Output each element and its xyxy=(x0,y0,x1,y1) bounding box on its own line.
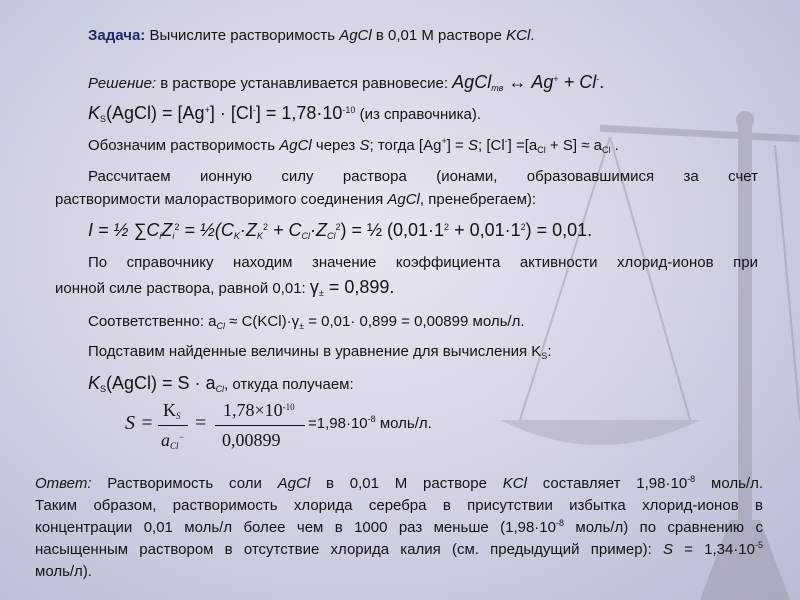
solution-label: Решение: xyxy=(88,75,157,92)
ionic-line-1: Рассчитаем ионную силу раствора (ионами, образовавшимися за счет xyxy=(88,168,758,185)
task-line: Задача: Вычислите растворимость AgCl в 0,01 М растворе KCl. xyxy=(88,27,535,44)
solution-line: Решение: в растворе устанавливается равновесие: AgCl$_{тв}$ ↔ Ag+ + Cl-. xyxy=(88,72,605,93)
answer-line-3: концентрации 0,01 моль/л более чем в 1000 раз меньше ($1,98\cdot 10^{-8}$ моль/л) по сравнению с xyxy=(35,518,763,536)
answer-line-4: насыщенным раствором в отсутствие хлорида калия (см. предыдущий пример): $S = 1,34\cdot 10^{-5}$ xyxy=(35,540,764,558)
ionic-line-2: растворимости малорастворимого соединения AgCl, пренебрегаем): xyxy=(55,191,537,208)
substitute-line: Подставим найденные величины в уравнение для вычисления $K_S$: xyxy=(88,343,552,361)
activity-line-1: По справочнику находим значение коэффициента активности хлорид-ионов при xyxy=(88,254,758,271)
document-body: Задача: Вычислите растворимость AgCl в 0,01 М растворе KCl. Решение: в растворе устанавливается равновесие: AgCl$_{тв}$ ↔ Ag+ + Cl-. $K_S(AgCl) = [Ag^+] \cdot [Cl^-] = 1,78\cdot 10^{-10}$ (из справочника). Обозначим растворимость AgCl через S; тогда [Ag+] = S; $[Cl^-] =[a_{Cl} + S] \approx a_{Cl}$ . Рассчитаем ионную силу раствора (ионами, образовавшимися за счет растворимости малорастворимого соединения AgCl, пренебрегаем): I = ½ $\sum C_iZ_i^2$ = $\frac{1}{2}(C_K\cdot Z_K^2 + C_{Cl}\cdot Z_{Cl}^2)$ = ½ $(0,01\cdot 1^2 + 0,01\cdot 1^2) = 0,01$. По справочнику находим значение коэффициента активности хлорид-ионов при ионной силе раствора, равной 0,01: $\gamma_\pm = 0,899$. Соответственно: $a_{Cl} \approx C(KCl)\cdot\gamma_\pm = 0,01\cdot 0,899 = 0,00899$ моль/л. Подставим найденные величины в уравнение для вычисления $K_S$: $K_S(AgCl) = S \cdot a_{Cl}$, откуда получаем: S = $K_S$ $a_{Cl}^-$ = $1,78\times 10^{-10}$ 0,00899 $=1,98\cdot 10^{-8}$ моль/л. Ответ: Растворимость соли AgCl в 0,01 М растворе KCl составляет $1,98\cdot 10^{-8}$ моль/л. Таким образом, растворимость хлорида серебра в присутствии избытка хлорид-ионов в концентрации 0,01 моль/л более чем в 1000 раз меньше ($1,98\cdot 10^{-8}$ моль/л) по сравнению с насыщенным раствором в отсутствие хлорида калия (см. предыдущий пример): $S = 1,34\cdot 10^{-5}$ моль/л). xyxy=(35,27,764,580)
answer-line-2: Таким образом, растворимость хлорида серебра в присутствии избытка хлорид-ионов в xyxy=(35,497,763,514)
task-label: Задача: xyxy=(88,27,146,44)
denote-line: Обозначим растворимость AgCl через S; тогда [Ag+] = S; $[Cl^-] =[a_{Cl} + S] \approx a_{Cl}$ . xyxy=(88,136,619,155)
ks-s-line: $K_S(AgCl) = S \cdot a_{Cl}$, откуда получаем: xyxy=(88,373,354,394)
ks-line: $K_S(AgCl) = [Ag^+] \cdot [Cl^-] = 1,78\cdot 10^{-10}$ (из справочника). xyxy=(88,103,482,124)
answer-line-1: Ответ: Растворимость соли AgCl в 0,01 М растворе KCl составляет $1,98\cdot 10^{-8}$ моль/л. xyxy=(35,474,763,492)
ionic-strength-formula: I = ½ $\sum C_iZ_i^2$ = $\frac{1}{2}(C_K\cdot Z_K^2 + C_{Cl}\cdot Z_{Cl}^2)$ = ½ $(0,01\cdot 1^2 + 0,01\cdot 1^2) = 0,01$. xyxy=(88,220,593,241)
activity-line-2: ионной силе раствора, равной 0,01: $\gamma_\pm = 0,899$. xyxy=(55,277,395,298)
accordingly-line: Соответственно: $a_{Cl} \approx C(KCl)\cdot\gamma_\pm = 0,01\cdot 0,899 = 0,00899$ моль/л. xyxy=(88,313,525,331)
answer-label: Ответ: xyxy=(35,475,92,492)
answer-line-5: моль/л). xyxy=(35,563,92,580)
